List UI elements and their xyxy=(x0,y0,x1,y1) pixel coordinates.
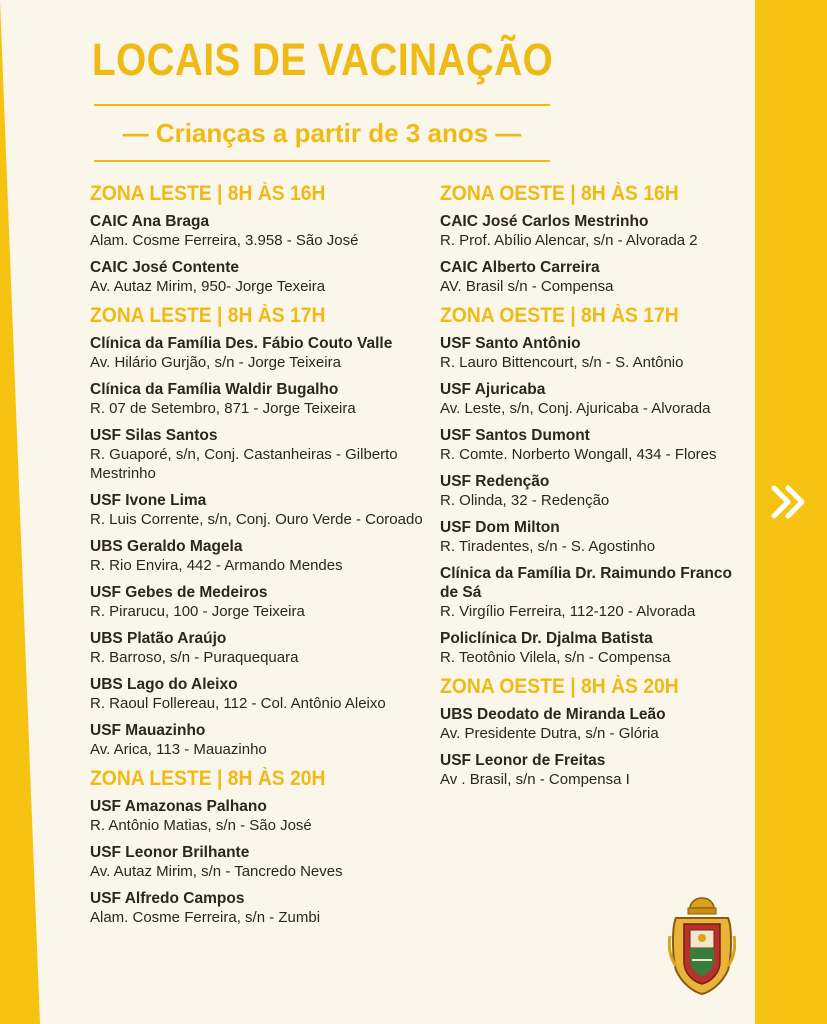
list-item xyxy=(440,564,740,621)
list-item xyxy=(90,537,435,575)
site-address: R. Guaporé, s/n, Conj. Castanheiras - Gilberto Mestrinho xyxy=(90,446,398,482)
site-address: R. Antônio Matias, s/n - São José xyxy=(90,817,312,834)
site-address: Alam. Cosme Ferreira, s/n - Zumbi xyxy=(90,909,321,926)
list-item xyxy=(90,797,435,835)
site-address: R. Olinda, 32 - Redenção xyxy=(440,492,610,509)
site-address: Av. Presidente Dutra, s/n - Glória xyxy=(440,725,659,742)
site-address: Av . Brasil, s/n - Compensa I xyxy=(440,771,630,788)
site-name: UBS Deodato de Miranda Leão xyxy=(440,706,666,723)
site-address: Alam. Cosme Ferreira, 3.958 - São José xyxy=(90,232,359,249)
double-chevron-right-icon[interactable] xyxy=(768,480,812,524)
list-item xyxy=(90,334,435,372)
site-name: USF Ivone Lima xyxy=(90,492,207,509)
zone-heading: ZONA LESTE | 8H ÀS 20H xyxy=(90,767,326,790)
list-item xyxy=(90,721,435,759)
zone-heading: ZONA LESTE | 8H ÀS 17H xyxy=(90,304,326,327)
site-address: R. Luis Corrente, s/n, Conj. Ouro Verde - Coroado xyxy=(90,511,423,528)
site-address: Av. Leste, s/n, Conj. Ajuricaba - Alvorada xyxy=(440,400,711,417)
subtitle-divider xyxy=(94,160,550,162)
site-name: CAIC Alberto Carreira xyxy=(440,259,600,276)
list-item xyxy=(90,491,435,529)
zone-heading: ZONA OESTE | 8H ÀS 16H xyxy=(440,182,679,205)
page-subtitle: — Crianças a partir de 3 anos — xyxy=(122,118,522,148)
site-address: Av. Arica, 113 - Mauazinho xyxy=(90,741,267,758)
list-item xyxy=(440,258,740,296)
site-name: USF Alfredo Campos xyxy=(90,890,245,907)
site-name: CAIC Ana Braga xyxy=(90,213,210,230)
list-item xyxy=(440,334,740,372)
site-address: R. Prof. Abílio Alencar, s/n - Alvorada 2 xyxy=(440,232,698,249)
site-name: USF Redenção xyxy=(440,473,550,490)
list-item xyxy=(440,472,740,510)
zone-heading: ZONA LESTE | 8H ÀS 16H xyxy=(90,182,326,205)
right-column xyxy=(440,182,740,797)
site-name: USF Mauazinho xyxy=(90,722,206,739)
site-name: CAIC José Contente xyxy=(90,259,239,276)
zone-heading: ZONA OESTE | 8H ÀS 17H xyxy=(440,304,679,327)
site-address: R. Pirarucu, 100 - Jorge Teixeira xyxy=(90,603,305,620)
list-item xyxy=(440,212,740,250)
list-item xyxy=(90,426,435,483)
zone-heading: ZONA OESTE | 8H ÀS 20H xyxy=(440,675,679,698)
list-item xyxy=(440,518,740,556)
site-name: Clínica da Família Des. Fábio Couto Valle xyxy=(90,335,393,352)
list-item xyxy=(440,629,740,667)
site-name: USF Silas Santos xyxy=(90,427,218,444)
site-name: USF Leonor de Freitas xyxy=(440,752,606,769)
list-item xyxy=(440,426,740,464)
left-decorative-stripe xyxy=(0,0,40,1024)
list-item xyxy=(90,675,435,713)
site-address: Av. Autaz Mirim, s/n - Tancredo Neves xyxy=(90,863,343,880)
site-address: R. Barroso, s/n - Puraquequara xyxy=(90,649,299,666)
title-divider xyxy=(94,104,550,106)
coat-of-arms-icon xyxy=(668,896,736,998)
list-item xyxy=(90,380,435,418)
site-address: R. Rio Envira, 442 - Armando Mendes xyxy=(90,557,343,574)
site-address: Av. Hilário Gurjão, s/n - Jorge Teixeira xyxy=(90,354,341,371)
left-column xyxy=(90,182,435,935)
site-name: UBS Geraldo Magela xyxy=(90,538,243,555)
list-item xyxy=(90,583,435,621)
list-item xyxy=(90,843,435,881)
site-name: UBS Lago do Aleixo xyxy=(90,676,238,693)
site-name: USF Amazonas Palhano xyxy=(90,798,267,815)
list-item xyxy=(90,889,435,927)
site-address: R. Tiradentes, s/n - S. Agostinho xyxy=(440,538,656,555)
site-address: R. Raoul Follereau, 112 - Col. Antônio Aleixo xyxy=(90,695,386,712)
site-name: Clínica da Família Dr. Raimundo Franco de Sá xyxy=(440,565,732,601)
site-address: Av. Autaz Mirim, 950- Jorge Texeira xyxy=(90,278,326,295)
list-item xyxy=(440,751,740,789)
site-name: USF Ajuricaba xyxy=(440,381,546,398)
site-address: R. Lauro Bittencourt, s/n - S. Antônio xyxy=(440,354,684,371)
site-name: CAIC José Carlos Mestrinho xyxy=(440,213,649,230)
page-title: LOCAIS DE VACINAÇÃO xyxy=(92,34,554,85)
site-name: Clínica da Família Waldir Bugalho xyxy=(90,381,339,398)
site-address: R. Teotônio Vilela, s/n - Compensa xyxy=(440,649,671,666)
site-name: USF Santo Antônio xyxy=(440,335,581,352)
site-name: USF Dom Milton xyxy=(440,519,560,536)
site-name: Policlínica Dr. Djalma Batista xyxy=(440,630,653,647)
site-address: AV. Brasil s/n - Compensa xyxy=(440,278,614,295)
site-address: R. 07 de Setembro, 871 - Jorge Teixeira xyxy=(90,400,356,417)
site-name: UBS Platão Araújo xyxy=(90,630,227,647)
list-item xyxy=(90,258,435,296)
list-item xyxy=(440,705,740,743)
list-item xyxy=(90,629,435,667)
site-name: USF Gebes de Medeiros xyxy=(90,584,268,601)
site-name: USF Santos Dumont xyxy=(440,427,590,444)
list-item xyxy=(440,380,740,418)
list-item xyxy=(90,212,435,250)
site-name: USF Leonor Brilhante xyxy=(90,844,250,861)
site-address: R. Virgílio Ferreira, 112-120 - Alvorada xyxy=(440,603,696,620)
site-address: R. Comte. Norberto Wongall, 434 - Flores xyxy=(440,446,717,463)
